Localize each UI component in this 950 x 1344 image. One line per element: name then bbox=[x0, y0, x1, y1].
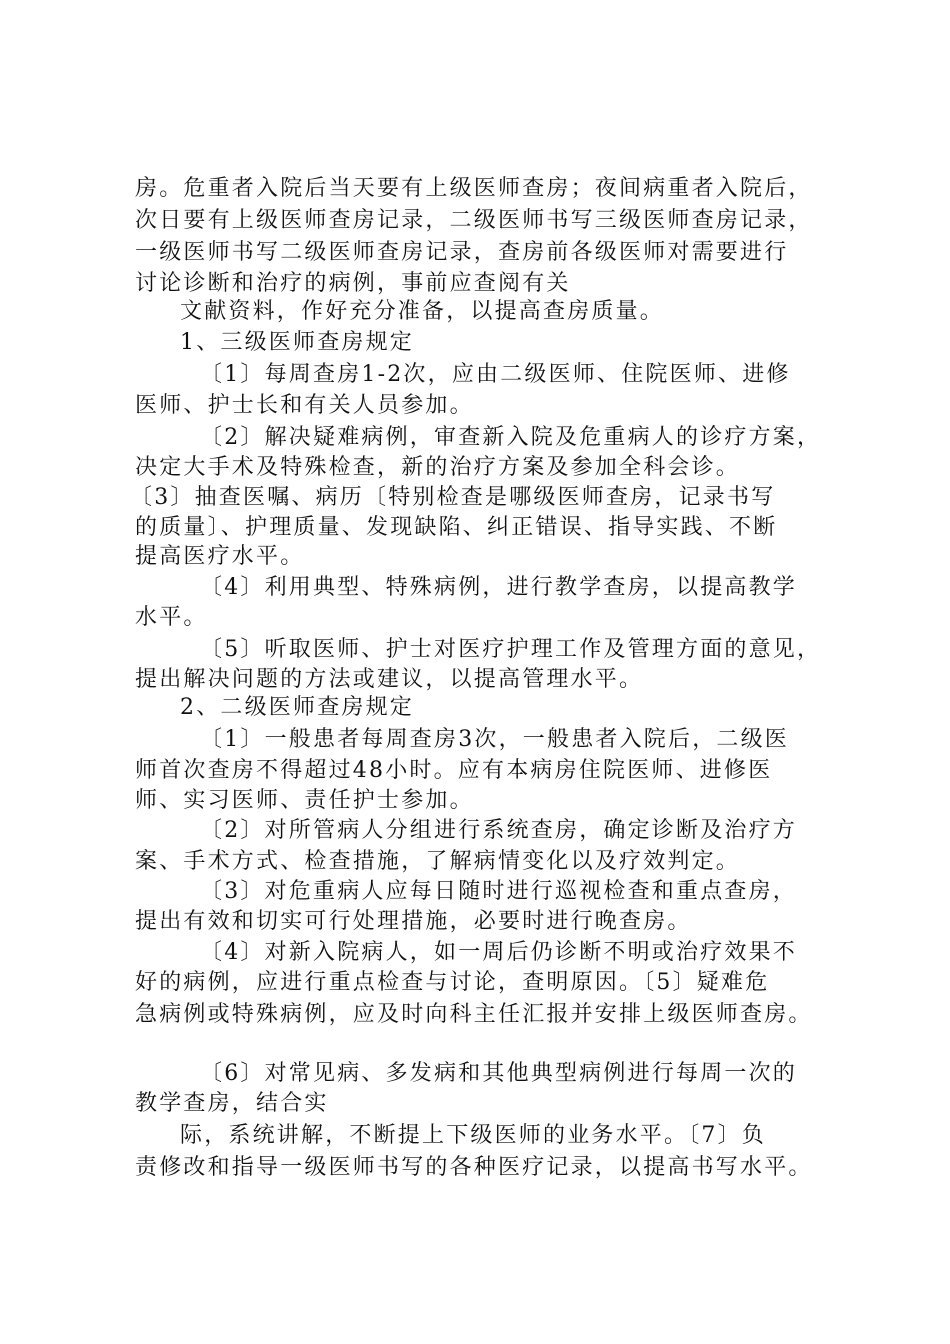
text-line: 房。危重者入院后当天要有上级医师查房；夜间病重者入院后， bbox=[135, 176, 813, 201]
text-line: 责修改和指导一级医师书写的各种医疗记录，以提高书写水平。 bbox=[135, 1155, 813, 1180]
text-line: 〔5〕听取医师、护士对医疗护理工作及管理方面的意见， bbox=[200, 637, 822, 662]
text-line: 文献资料，作好充分准备，以提高查房质量。 bbox=[180, 299, 665, 324]
text-line: 提高医疗水平。 bbox=[135, 544, 305, 569]
text-line: 〔6〕对常见病、多发病和其他典型病例进行每周一次的 bbox=[200, 1061, 797, 1086]
text-line: 讨论诊断和治疗的病例，事前应查阅有关 bbox=[135, 271, 571, 296]
text-line: 〔2〕对所管病人分组进行系统查房，确定诊断及治疗方 bbox=[200, 818, 797, 843]
text-line: 〔1〕一般患者每周查房3次，一般患者入院后，二级医 bbox=[200, 727, 789, 752]
text-line: 师、实习医师、责任护士参加。 bbox=[135, 788, 474, 813]
text-line: 次日要有上级医师查房记录，二级医师书写三级医师查房记录， bbox=[135, 208, 813, 233]
text-line: 〔3〕对危重病人应每日随时进行巡视检查和重点查房， bbox=[200, 879, 797, 904]
text-line: 急病例或特殊病例，应及时向科主任汇报并安排上级医师查房。 bbox=[135, 1002, 813, 1027]
text-line: 〔1〕每周查房1-2次，应由二级医师、住院医师、进修 bbox=[200, 362, 791, 387]
section-heading: 2、二级医师查房规定 bbox=[180, 695, 414, 720]
text-line: 提出解决问题的方法或建议，以提高管理水平。 bbox=[135, 667, 644, 692]
text-line: 的质量〕、护理质量、发现缺陷、纠正错误、指导实践、不断 bbox=[135, 515, 778, 540]
text-line: 师首次查房不得超过48小时。应有本病房住院医师、进修医 bbox=[135, 758, 773, 783]
text-line: 好的病例，应进行重点检查与讨论，查明原因。〔5〕疑难危 bbox=[135, 970, 770, 995]
text-line: 教学查房，结合实 bbox=[135, 1091, 329, 1116]
text-line: 水平。 bbox=[135, 605, 208, 630]
text-line: 医师、护士长和有关人员参加。 bbox=[135, 393, 474, 418]
text-line: 〔4〕利用典型、特殊病例，进行教学查房，以提高教学 bbox=[200, 575, 797, 600]
text-line: 案、手术方式、检查措施，了解病情变化以及疗效判定。 bbox=[135, 849, 741, 874]
text-line: 〔3〕抽查医嘱、病历〔特别检查是哪级医师查房，记录书写 bbox=[130, 485, 776, 510]
text-line: 一级医师书写二级医师查房记录，查房前各级医师对需要进行 bbox=[135, 240, 789, 265]
section-heading: 1、三级医师查房规定 bbox=[180, 330, 414, 355]
text-line: 〔4〕对新入院病人，如一周后仍诊断不明或治疗效果不 bbox=[200, 940, 797, 965]
text-line: 〔2〕解决疑难病例，审查新入院及危重病人的诊疗方案， bbox=[200, 425, 822, 450]
text-line: 提出有效和切实可行处理措施，必要时进行晚查房。 bbox=[135, 909, 692, 934]
text-line: 决定大手术及特殊检查，新的治疗方案及参加全科会诊。 bbox=[135, 455, 741, 480]
text-line: 际，系统讲解，不断提上下级医师的业务水平。〔7〕负 bbox=[180, 1123, 766, 1148]
